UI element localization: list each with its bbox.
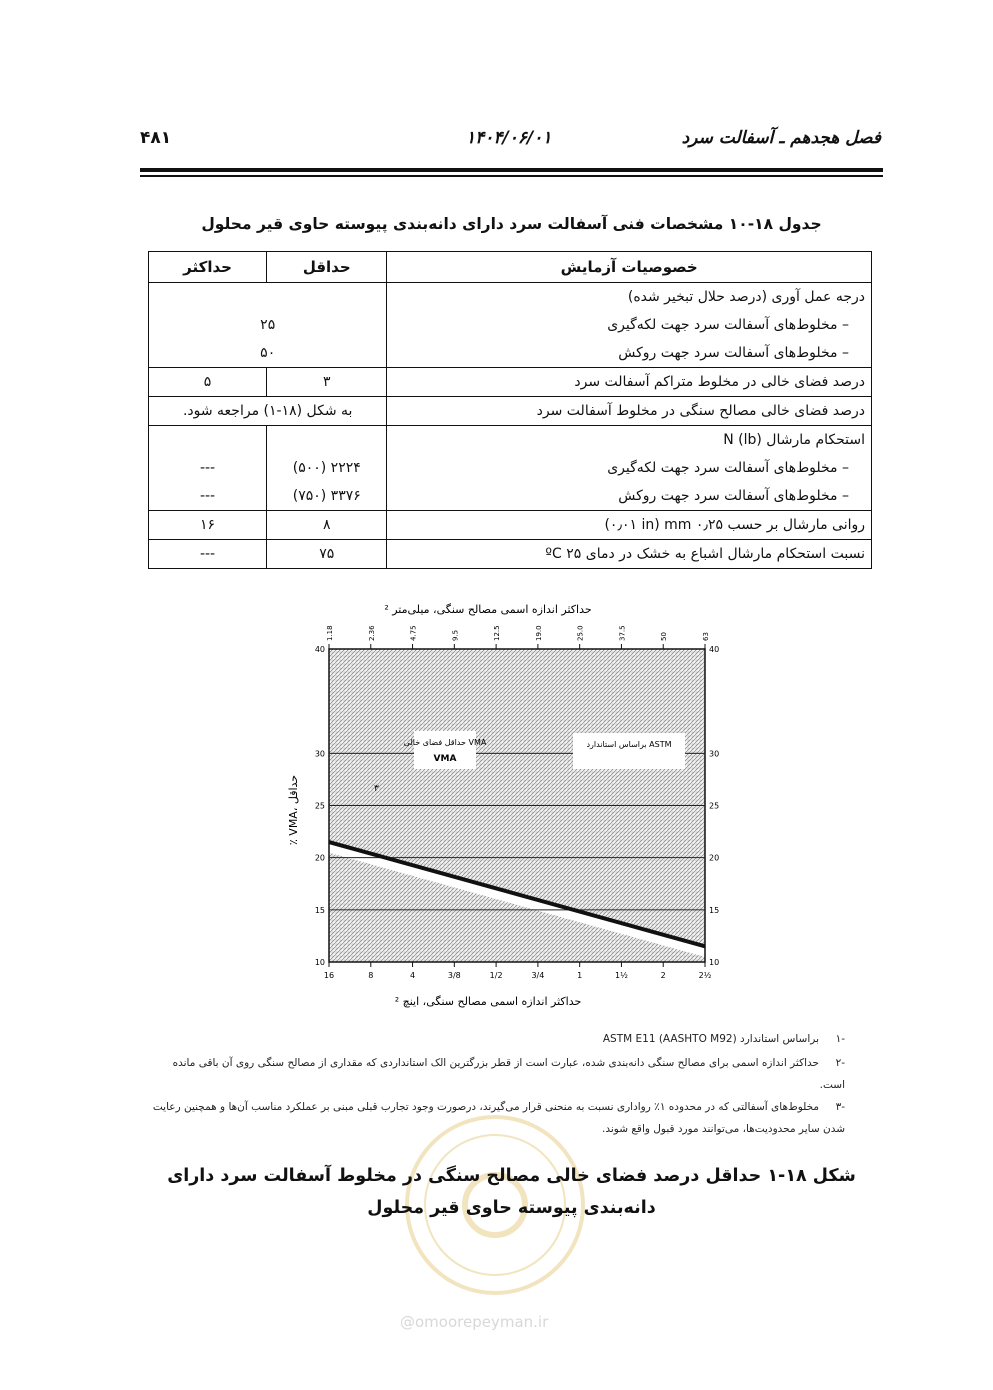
y-tick-label-right: 30 [709, 749, 720, 759]
min-cell: ۳ [267, 368, 387, 397]
x-tick-label: 1½ [615, 971, 628, 980]
annotation-footnote-3: ۳ [374, 784, 379, 794]
table-header-row [149, 252, 872, 283]
header-min: حداقل [267, 252, 387, 283]
table-row [149, 397, 872, 426]
y-tick-label: 20 [314, 853, 325, 863]
merged-value-cell [149, 283, 387, 368]
footnote-number: -۳ [835, 1101, 845, 1113]
merged-value-cell: به شکل (۱۸-۱) مراجعه شود. [149, 397, 387, 426]
annotation-astm: براساس استاندارد ASTM [586, 740, 672, 749]
x-top-tick-label: 50 [660, 632, 669, 641]
footnote-1 [145, 1028, 845, 1050]
max-cell: ۱۶ [149, 511, 267, 540]
footnote-number: -۱ [835, 1033, 845, 1045]
value-line: --- [199, 488, 216, 504]
table-row [149, 426, 872, 511]
footnote-text: حداکثر اندازه اسمی برای مصالح سنگی دانه‌بندی شده، عبارت است از قطر بزرگترین الک استانداردی که مقداری از مصالح سنگی روی آن باقی مانده است. [172, 1057, 845, 1091]
property-line: – مخلوط‌های آسفالت سرد جهت لکه‌گیری [607, 460, 849, 476]
footnote-text: براساس استاندارد ASTM E11 (AASHTO M92) [602, 1033, 819, 1045]
value-line: ۵۰ [260, 345, 276, 361]
value-line: ۳۳۷۶ (۷۵۰) [292, 488, 361, 504]
figure-caption-line: شکل ۱۸-۱ حداقل درصد فضای خالی مصالح سنگی در مخلوط آسفالت سرد دارای [167, 1166, 856, 1186]
value-line: ۲۵ [260, 317, 276, 333]
vma-chart [283, 595, 728, 1015]
y-tick-label: 10 [314, 958, 325, 967]
property-cell [387, 397, 872, 426]
property-line: روانی مارشال بر حسب ۰٫۲۵ mm (۰٫۰۱ in) [604, 517, 865, 533]
page-date: ۱۴۰۴/۰۶/۰۱ [466, 128, 552, 148]
chapter-title: فصل هجدهم ـ آسفالت سرد [681, 128, 881, 148]
value-line [155, 426, 260, 454]
y-tick-label-right: 20 [709, 853, 720, 863]
y-tick-label-right: 40 [709, 645, 720, 654]
header-property: خصوصیات آزمایش [387, 252, 872, 283]
header-rule-thin [140, 175, 883, 177]
min-cell: ۸ [267, 511, 387, 540]
property-line: درجه عمل آوری (درصد حلال تبخیر شده) [627, 289, 865, 305]
y-tick-label-right: 15 [709, 905, 720, 915]
annotation-vma: VMA [433, 754, 457, 764]
spec-table [148, 251, 872, 569]
x-tick-label: 16 [323, 971, 335, 980]
property-cell [387, 511, 872, 540]
figure-caption-line: دانه‌بندی پیوسته حاوی قیر محلول [367, 1198, 656, 1218]
x-top-tick-label: 9.5 [451, 629, 460, 641]
x-tick-label: 1 [577, 971, 583, 980]
property-line: – مخلوط‌های آسفالت سرد جهت روکش [618, 488, 849, 504]
property-line: استحکام مارشال N (lb) [723, 432, 865, 448]
page-number: ۴۸۱ [140, 128, 172, 148]
y-tick-label: 30 [314, 749, 325, 759]
x-top-tick-label: 12.5 [493, 625, 502, 641]
table-row [149, 368, 872, 397]
vma-chart-svg [283, 595, 728, 1015]
y-tick-label: 25 [314, 801, 325, 811]
annotation-min-vma: حداقل فضای خالی VMA [403, 738, 487, 747]
x-tick-label: 3/4 [531, 971, 545, 980]
x-tick-label: 2½ [698, 971, 712, 980]
header-rule-thick [140, 168, 883, 172]
property-cell [387, 540, 872, 569]
header-max: حداکثر [149, 252, 267, 283]
y-tick-label-right: 10 [709, 958, 720, 967]
x-tick-label: 3/8 [447, 971, 461, 980]
property-line: درصد فضای خالی در مخلوط متراکم آسفالت سرد [574, 374, 865, 390]
footnote-text: مخلوط‌های آسفالتی که در محدوده ۱٪ رواداری نسبت به منحنی قرار می‌گیرند، درصورت وجود تجارب قبلی مبنی بر عملکرد مناسب آن‌ها و همچنین رعایت شدن سایر محدودیت‌ها، می‌توانند مورد قبول واقع شوند. [152, 1101, 845, 1135]
table-caption: جدول ۱۸-۱۰ مشخصات فنی آسفالت سرد دارای دانه‌بندی پیوسته حاوی قیر محلول [201, 215, 822, 233]
property-line: – مخلوط‌های آسفالت سرد جهت روکش [618, 345, 849, 361]
x-top-tick-labels [326, 625, 710, 649]
x-top-tick-label: 25.0 [576, 625, 585, 641]
figure-caption [140, 1160, 883, 1224]
property-cell [387, 283, 872, 368]
chart-title: حداکثر اندازه اسمی مصالح سنگی، میلی‌متر ² [384, 603, 592, 616]
footnote-2 [145, 1052, 845, 1096]
x-tick-label: 1/2 [489, 971, 503, 980]
x-tick-label: 2 [660, 971, 666, 980]
x-top-tick-label: 2.36 [367, 625, 376, 641]
table-row [149, 540, 872, 569]
property-line: – مخلوط‌های آسفالت سرد جهت لکه‌گیری [607, 317, 849, 333]
table-row [149, 283, 872, 368]
watermark-text: @omoorepeyman.ir [400, 1313, 549, 1331]
property-cell [387, 426, 872, 511]
y-tick-label: 15 [314, 905, 325, 915]
y-tick-label-right: 25 [709, 801, 720, 811]
property-line: نسبت استحکام مارشال اشباع به خشک در دمای ۲۵ ºC [545, 546, 865, 562]
value-line: --- [199, 460, 216, 476]
max-cell [149, 426, 267, 511]
value-line [273, 426, 380, 454]
max-cell: ۵ [149, 368, 267, 397]
property-cell [387, 368, 872, 397]
x-axis-label: حداکثر اندازه اسمی مصالح سنگی، اینچ ² [394, 995, 582, 1008]
table-row [149, 511, 872, 540]
min-cell [267, 426, 387, 511]
property-line: درصد فضای خالی مصالح سنگی در مخلوط آسفالت سرد [536, 403, 865, 419]
x-top-tick-label: 19.0 [534, 625, 543, 641]
x-tick-label: 8 [368, 971, 374, 980]
x-tick-label: 4 [410, 971, 416, 980]
label-box-right [573, 733, 685, 769]
x-top-tick-label: 4.75 [409, 625, 418, 641]
max-cell: --- [149, 540, 267, 569]
value-line: ۲۲۲۴ (۵۰۰) [292, 460, 361, 476]
min-cell: ۷۵ [267, 540, 387, 569]
x-top-tick-label: 1.18 [326, 625, 334, 641]
y-axis-label: ٪ VMA، حداقل [287, 774, 300, 846]
y-tick-label: 40 [314, 645, 325, 654]
x-top-tick-label: 63 [702, 632, 710, 641]
x-bottom-tick-labels [324, 962, 712, 980]
x-top-tick-label: 37.5 [618, 625, 627, 641]
footnote-number: -۲ [835, 1057, 845, 1069]
value-line [155, 283, 380, 311]
